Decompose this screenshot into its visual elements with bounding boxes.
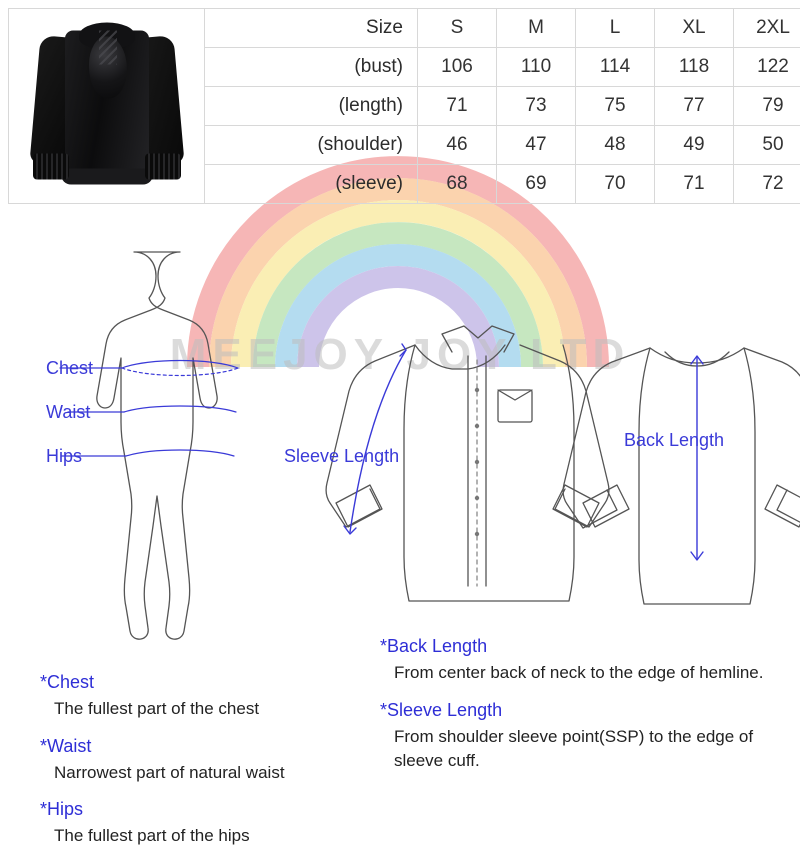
shirt-left-cuff — [33, 154, 69, 180]
measure-label-length: (length) — [205, 87, 418, 126]
note-body-chest: The fullest part of the chest — [54, 697, 370, 722]
sleeve-xl: 71 — [655, 165, 734, 204]
length-2xl: 79 — [734, 87, 800, 126]
shoulder-2xl: 50 — [734, 126, 800, 165]
size-header-m: M — [497, 9, 576, 48]
note-title-chest: *Chest — [40, 672, 370, 693]
table-header-row — [9, 9, 800, 48]
shoulder-s: 46 — [418, 126, 497, 165]
shirt-hem — [61, 169, 153, 185]
shirt-illustration — [27, 9, 187, 203]
shirt-lace — [99, 31, 117, 65]
note-body-back-length: From center back of neck to the edge of hemline. — [394, 661, 784, 686]
notes-left-column — [40, 672, 370, 863]
measure-label-sleeve: (sleeve) — [205, 165, 418, 204]
size-header-2xl: 2XL — [734, 9, 800, 48]
note-title-sleeve-length: *Sleeve Length — [380, 700, 784, 721]
shoulder-xl: 49 — [655, 126, 734, 165]
sleeve-m: 69 — [497, 165, 576, 204]
size-header-xl: XL — [655, 9, 734, 48]
note-title-waist: *Waist — [40, 736, 370, 757]
watermark-text: MEEJOY JOY LTD — [0, 330, 800, 380]
measure-label-bust: (bust) — [205, 48, 418, 87]
note-title-back-length: *Back Length — [380, 636, 784, 657]
product-photo — [9, 9, 204, 203]
bust-m: 110 — [497, 48, 576, 87]
sleeve-s: 68 — [418, 165, 497, 204]
size-header-s: S — [418, 9, 497, 48]
label-waist: Waist — [46, 402, 90, 423]
shirt-back-illustration — [563, 348, 800, 604]
measure-label-shoulder: (shoulder) — [205, 126, 418, 165]
diagram-svg — [0, 240, 800, 670]
chest-line — [122, 361, 238, 369]
bust-s: 106 — [418, 48, 497, 87]
size-header-l: L — [576, 9, 655, 48]
notes-right-column — [380, 636, 784, 788]
label-hips: Hips — [46, 446, 82, 467]
note-body-sleeve-length: From shoulder sleeve point(SSP) to the edge of sleeve cuff. — [394, 725, 784, 774]
shoulder-m: 47 — [497, 126, 576, 165]
waist-line — [124, 406, 236, 412]
label-chest: Chest — [46, 358, 93, 379]
chest-line-back — [122, 368, 238, 376]
shirt-right-cuff — [145, 154, 181, 180]
sleeve-l: 70 — [576, 165, 655, 204]
bust-xl: 118 — [655, 48, 734, 87]
label-sleeve-length: Sleeve Length — [284, 446, 399, 467]
length-xl: 77 — [655, 87, 734, 126]
bust-2xl: 122 — [734, 48, 800, 87]
measurement-diagram — [0, 240, 800, 670]
size-label-header: Size — [205, 9, 418, 48]
length-l: 75 — [576, 87, 655, 126]
length-m: 73 — [497, 87, 576, 126]
shoulder-l: 48 — [576, 126, 655, 165]
note-title-hips: *Hips — [40, 799, 370, 820]
bust-l: 114 — [576, 48, 655, 87]
label-back-length: Back Length — [624, 430, 724, 451]
hips-line — [126, 450, 234, 456]
product-photo-cell — [9, 9, 205, 204]
body-outline — [97, 252, 217, 639]
length-s: 71 — [418, 87, 497, 126]
sleeve-2xl: 72 — [734, 165, 800, 204]
size-chart-table — [8, 8, 800, 204]
note-body-hips: The fullest part of the hips — [54, 824, 370, 849]
note-body-waist: Narrowest part of natural waist — [54, 761, 370, 786]
